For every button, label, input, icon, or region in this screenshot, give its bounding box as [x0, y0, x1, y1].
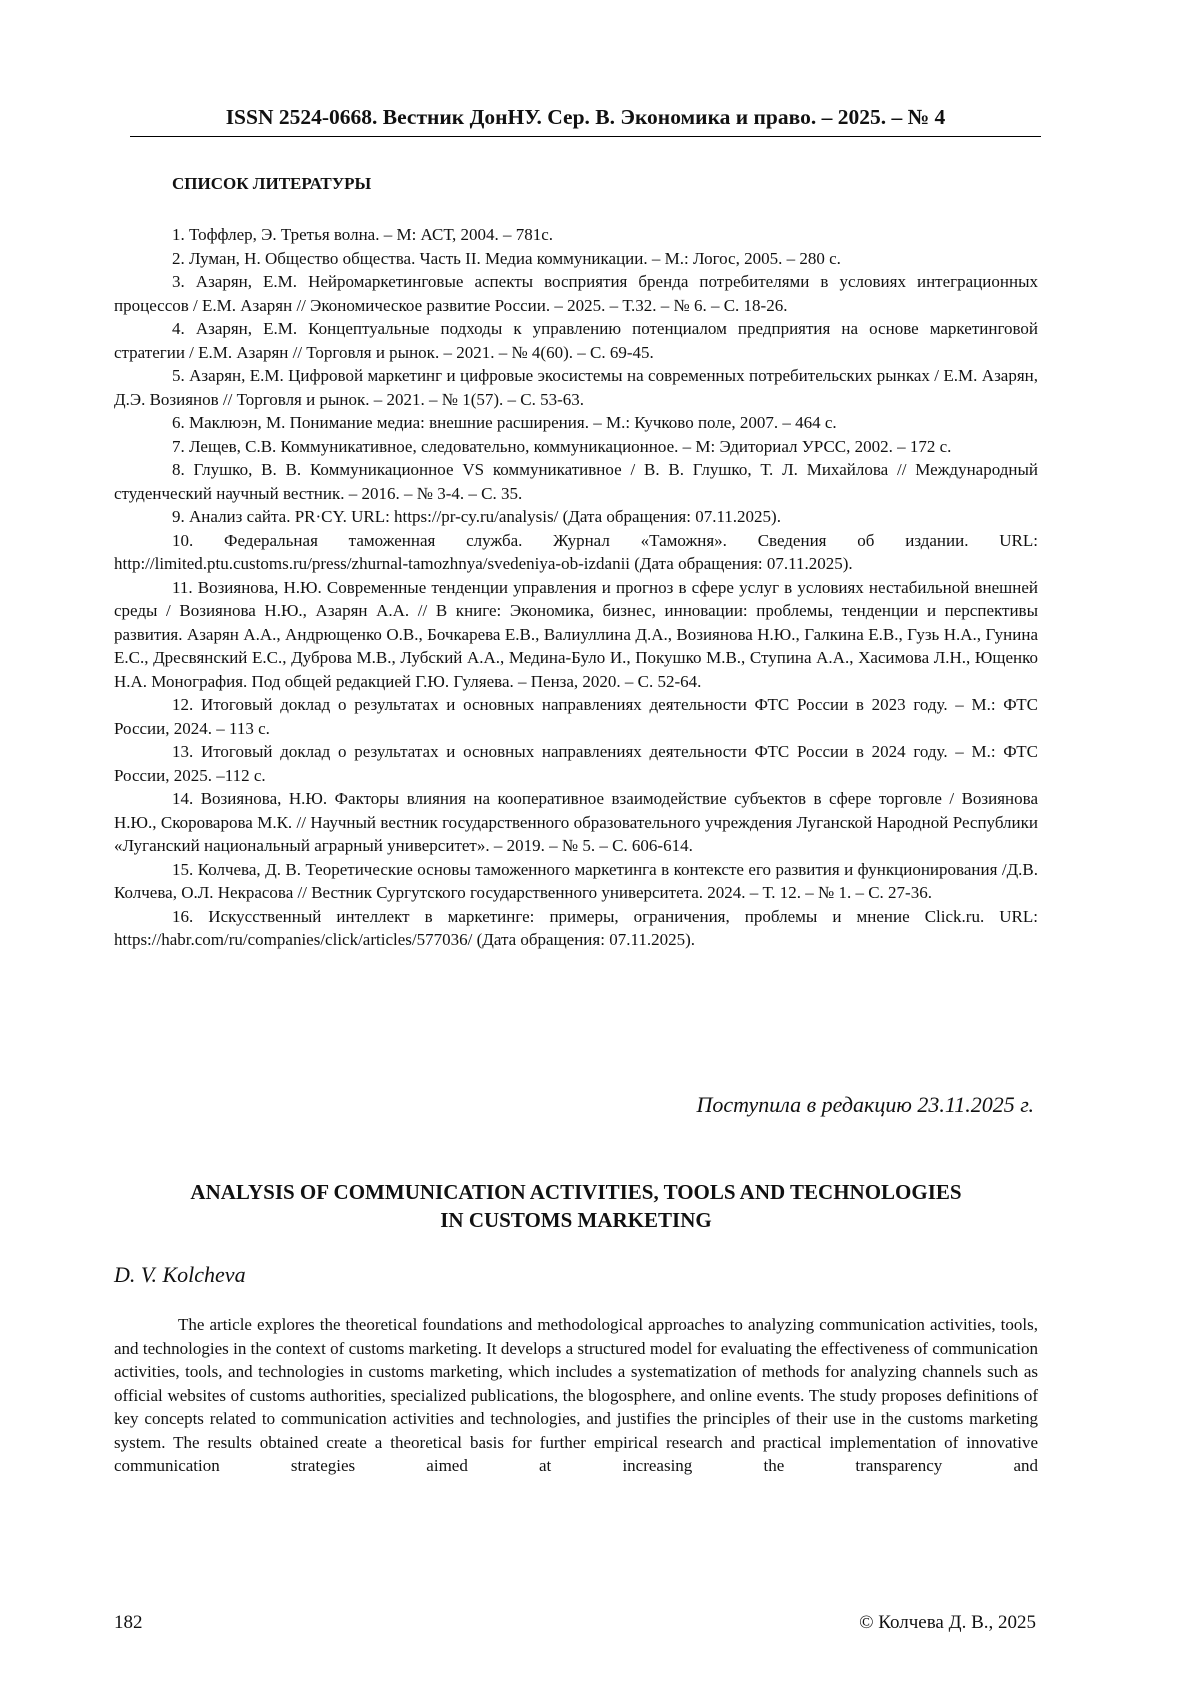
english-title-line: ANALYSIS OF COMMUNICATION ACTIVITIES, TOOLS AND TECHNOLOGIES: [190, 1180, 962, 1204]
reference-item: 6. Маклюэн, М. Понимание медиа: внешние расширения. – М.: Кучково поле, 2007. – 464 с.: [172, 413, 837, 432]
reference-item: 1. Тоффлер, Э. Третья волна. – М: АСТ, 2004. – 781с.: [172, 225, 554, 244]
reference-item: 13. Итоговый доклад о результатах и основных направлениях деятельности ФТС России в 2024 году. – М.: ФТС России, 2025. –112 с.: [114, 742, 1038, 785]
english-title-line: IN CUSTOMS MARKETING: [440, 1208, 712, 1232]
received-date: Поступила в редакцию 23.11.2025 г.: [696, 1092, 1034, 1117]
english-title: [114, 1178, 1038, 1234]
reference-item: 12. Итоговый доклад о результатах и основных направлениях деятельности ФТС России в 2023 году. – М.: ФТС России, 2024. – 113 с.: [114, 695, 1038, 738]
running-header: ISSN 2524-0668. Вестник ДонНУ. Сер. В. Экономика и право. – 2025. – № 4: [130, 105, 1041, 137]
copyright-notice: © Колчева Д. В., 2025: [859, 1612, 1036, 1633]
reference-item: 14. Возиянова, Н.Ю. Факторы влияния на кооперативное взаимодействие субъектов в сфере торговле / Возиянова Н.Ю., Скороварова М.К. // Научный вестник государственного образовательного учреждения Луганской Народной Республики «Луганский национальный аграрный университет». – 2019. – № 5. – С. 606-614.: [114, 789, 1038, 855]
reference-item: 8. Глушко, В. В. Коммуникационное VS коммуникативное / В. В. Глушко, Т. Л. Михайлова // Международный студенческий научный вестник. – 2016. – № 3-4. – С. 35.: [114, 460, 1038, 503]
reference-item: 10. Федеральная таможенная служба. Журнал «Таможня». Сведения об издании. URL: http://limited.ptu.customs.ru/press/zhurnal-tamozhnya/svedeniya-ob-izdanii (Дата обращения: 07.11.2025).: [114, 530, 1038, 573]
reference-item: 16. Искусственный интеллект в маркетинге: примеры, ограничения, проблемы и мнение Click.ru. URL: https://habr.com/ru/companies/click/articles/577036/ (Дата обращения: 07.11.2025).: [114, 906, 1038, 949]
reference-item: 15. Колчева, Д. В. Теоретические основы таможенного маркетинга в контексте его развития и функционирования /Д.В. Колчева, О.Л. Некрасова // Вестник Сургутского государственного университета. 2024. – Т. 12. – № 1. – С. 27-36.: [114, 859, 1038, 902]
references-title: СПИСОК ЛИТЕРАТУРЫ: [172, 174, 372, 193]
page-number: 182: [114, 1612, 143, 1633]
author-name: D. V. Kolcheva: [114, 1262, 246, 1287]
reference-item: 5. Азарян, Е.М. Цифровой маркетинг и цифровые экосистемы на современных потребительских рынках / Е.М. Азарян, Д.Э. Возиянов // Торговля и рынок. – 2021. – № 1(57). – С. 53-63.: [114, 366, 1038, 409]
reference-item: 11. Возиянова, Н.Ю. Современные тенденции управления и прогноз в сфере услуг в условиях нестабильной внешней среды / Возиянова Н.Ю., Азарян А.А. // В книге: Экономика, бизнес, инновации: проблемы, тенденции и перспективы развития. Азарян А.А., Андрющенко О.В., Бочкарева Е.В., Валиуллина Д.А., Возиянова Н.Ю., Галкина Е.В., Гузь Н.А., Гунина Е.С., Дресвянский Е.С., Дуброва М.В., Лубский А.А., Медина-Було И., Покушко М.В., Ступина А.А., Хасимова Л.Н., Ющенко Н.А. Монография. Под общей редакцией Г.Ю. Гуляева. – Пенза, 2020. – С. 52-64.: [114, 577, 1038, 691]
reference-item: 3. Азарян, Е.М. Нейромаркетинговые аспекты восприятия бренда потребителями в условиях интеграционных процессов / Е.М. Азарян // Экономическое развитие России. – 2025. – Т.32. – № 6. – С. 18-26.: [114, 272, 1038, 315]
reference-list: [114, 223, 1038, 952]
abstract-text: The article explores the theoretical foundations and methodological approaches to analyzing communication activities, tools, and technologies in the context of customs marketing. It develops a structured model for evaluating the effectiveness of communication activities, tools, and technologies in customs marketing, which includes a systematization of methods for analyzing channels such as official websites of customs authorities, specialized publications, the blogosphere, and online events. The study proposes definitions of key concepts related to communication activities and technologies, and justifies the principles of their use in the customs marketing system. The results obtained create a theoretical basis for further empirical research and practical implementation of innovative communication strategies aimed at increasing the transparency and: [114, 1315, 1038, 1475]
reference-item: 9. Анализ сайта. PR·CY. URL: https://pr-cy.ru/analysis/ (Дата обращения: 07.11.2025).: [172, 507, 781, 526]
reference-item: 4. Азарян, Е.М. Концептуальные подходы к управлению потенциалом предприятия на основе маркетинговой стратегии / Е.М. Азарян // Торговля и рынок. – 2021. – № 4(60). – С. 69-45.: [114, 319, 1038, 362]
reference-item: 7. Лещев, С.В. Коммуникативное, следовательно, коммуникационное. – М: Эдиториал УРСС, 2002. – 172 с.: [172, 436, 952, 456]
reference-item: 2. Луман, Н. Общество общества. Часть II. Медиа коммуникации. – М.: Логос, 2005. – 280 с.: [172, 248, 841, 268]
